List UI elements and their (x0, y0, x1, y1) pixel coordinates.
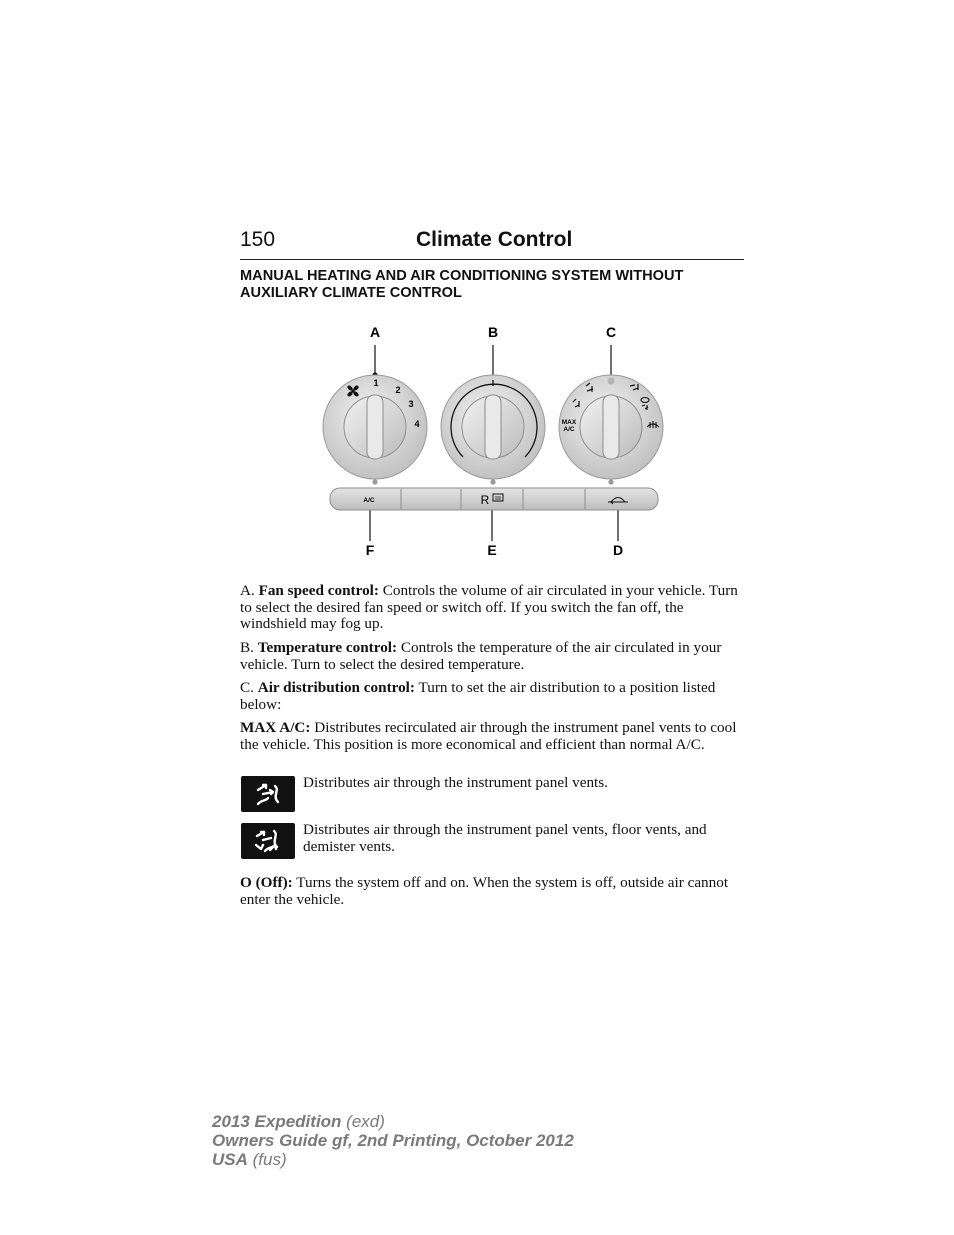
panel-floor-vent-symbol-icon (241, 823, 295, 859)
temperature-dial[interactable] (441, 375, 545, 485)
fan-mark-2: 2 (395, 385, 401, 395)
fan-mark-1: 1 (373, 378, 379, 388)
air-distribution-description (240, 680, 744, 713)
footer-market-code: (fus) (252, 1150, 287, 1169)
temperature-description (240, 640, 744, 673)
footer-line-2 (212, 1131, 574, 1150)
panel-floor-vent-description: Distributes air through the instrument panel vents, floor vents, and demister vents. (303, 821, 707, 855)
page-footer (212, 1112, 574, 1169)
temperature-prefix: B. (240, 639, 254, 656)
ac-button[interactable] (363, 497, 375, 504)
footer-printing: Owners Guide gf, 2nd Printing, October 2012 (212, 1131, 574, 1150)
mode-indicator-dot (608, 479, 613, 484)
fan-speed-description (240, 583, 744, 633)
callout-d: D (612, 542, 624, 558)
max-ac-description (240, 720, 744, 753)
footer-market: USA (212, 1150, 248, 1169)
footer-model: 2013 Expedition (212, 1112, 342, 1131)
callout-c: C (605, 324, 617, 340)
callout-e: E (487, 542, 497, 558)
panel-floor-vent-symbol (241, 823, 295, 859)
temperature-indicator-dot (490, 479, 495, 484)
air-distribution-prefix: C. (240, 679, 254, 696)
max-ac-label-line2: A/C (563, 426, 575, 433)
off-description (240, 875, 744, 908)
air-distribution-text: Turn to set the air distribution to a position listed below: (240, 679, 716, 713)
panel-vent-symbol-icon (241, 776, 295, 812)
off-term: O (Off): (240, 874, 293, 891)
temperature-term: Temperature control: (257, 639, 398, 656)
section-heading: MANUAL HEATING AND AIR CONDITIONING SYSTEM WITHOUT AUXILIARY CLIMATE CONTROL (240, 268, 684, 301)
fan-speed-dial[interactable] (323, 375, 427, 485)
panel-vent-symbol (241, 776, 295, 812)
footer-model-code: (exd) (346, 1112, 385, 1131)
max-ac-term: MAX A/C: (240, 719, 311, 736)
temperature-text: Controls the temperature of the air circulated in your vehicle. Turn to select the desired temperature. (240, 639, 722, 673)
header-rule (240, 259, 744, 260)
page-number: 150 (240, 228, 276, 251)
callout-f: F (365, 542, 375, 558)
climate-control-diagram (320, 318, 666, 566)
page-title: Climate Control (416, 228, 573, 251)
fan-indicator-dot (372, 479, 377, 484)
air-distribution-term: Air distribution control: (257, 679, 415, 696)
off-position-dot (608, 378, 615, 385)
fan-speed-term: Fan speed control: (258, 582, 379, 599)
air-distribution-dial[interactable] (559, 375, 663, 485)
fan-speed-prefix: A. (240, 582, 255, 599)
max-ac-text: Distributes recirculated air through the instrument panel vents to cool the vehicle. This position is more economical and efficient than normal A/C. (240, 719, 737, 753)
callout-a: A (369, 324, 381, 340)
footer-line-3 (212, 1150, 574, 1169)
fan-mark-3: 3 (408, 399, 414, 409)
footer-line-1 (212, 1112, 574, 1131)
fan-mark-4: 4 (414, 419, 420, 429)
off-text: Turns the system off and on. When the system is off, outside air cannot enter the vehicle. (240, 874, 729, 908)
button-bar (330, 488, 658, 510)
max-ac-label-line1: MAX (561, 419, 577, 426)
ac-button-label: A/C (363, 497, 375, 504)
fan-speed-text: Controls the volume of air circulated in your vehicle. Turn to select the desired fan speed or switch off. If you switch the fan off, the windshield may fog up. (240, 582, 738, 633)
callout-b: B (487, 324, 499, 340)
panel-vent-description: Distributes air through the instrument panel vents. (303, 774, 608, 791)
rear-defrost-label: R (480, 493, 490, 507)
